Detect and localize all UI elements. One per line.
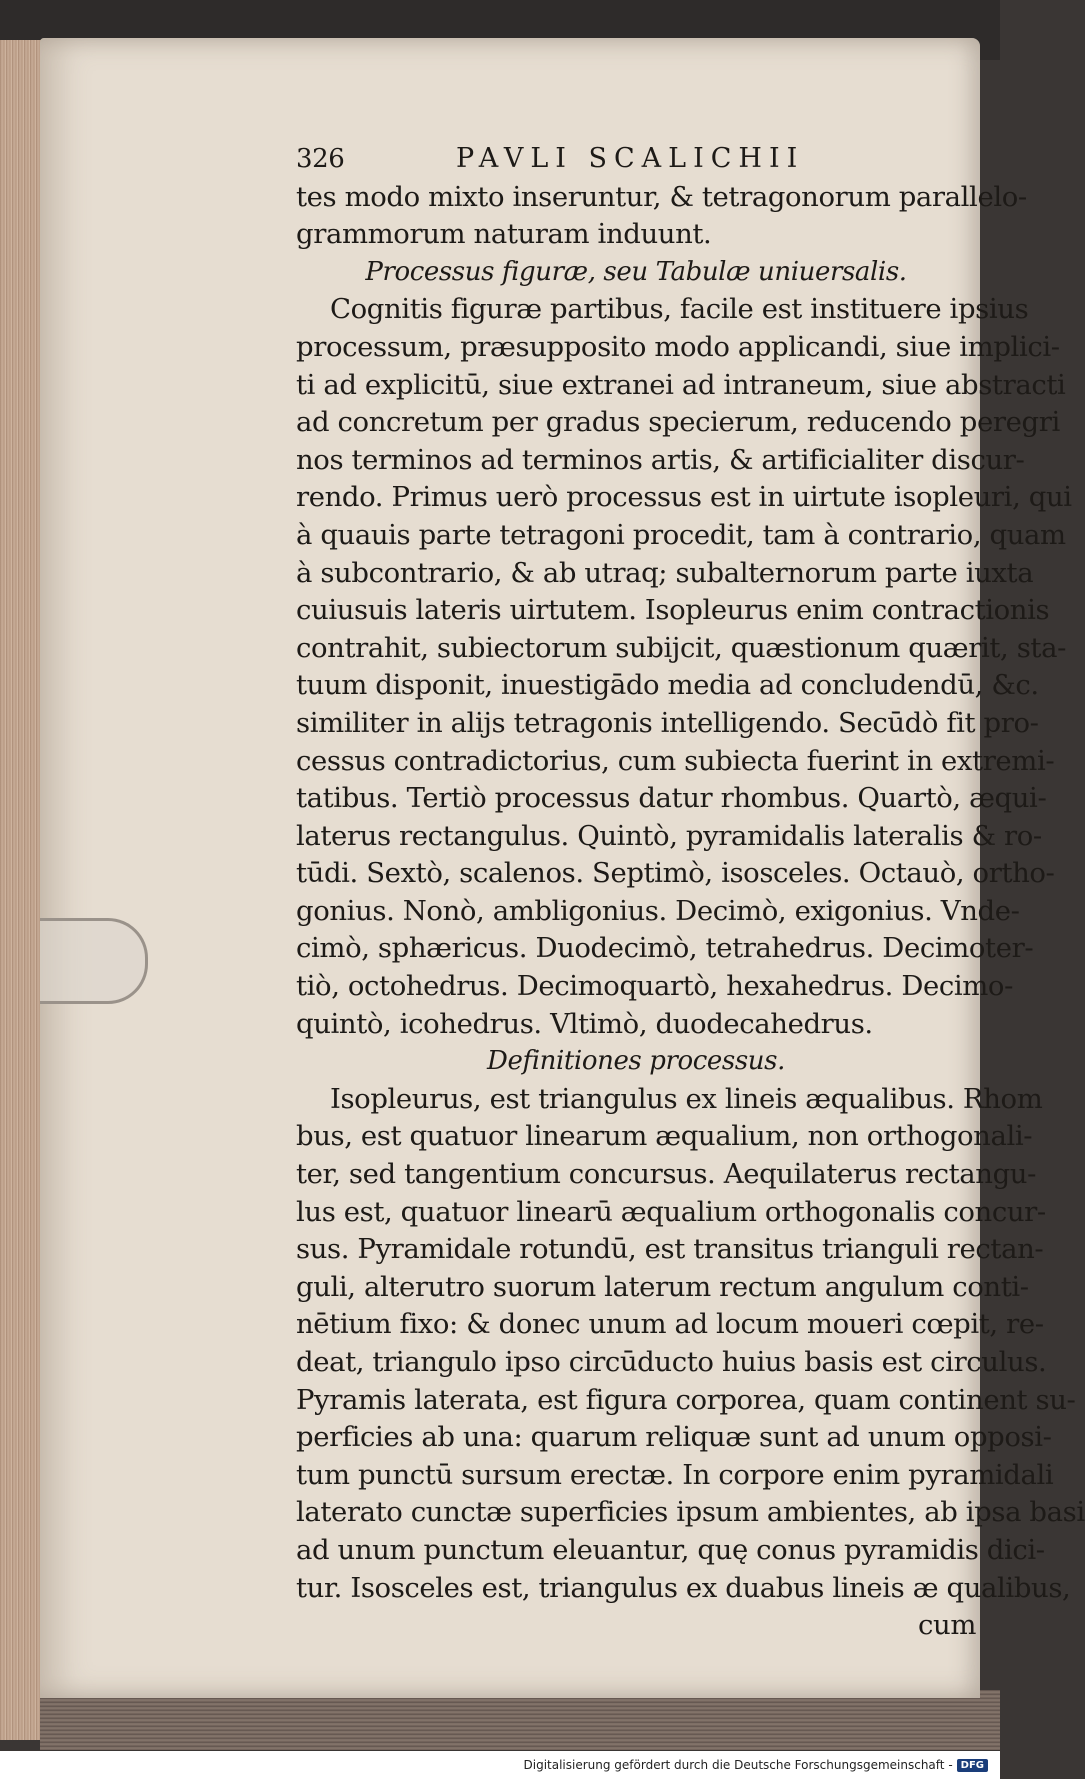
text-line: tiò, octohedrus. Decimoquartò, hexahedrus. Decimo- [296, 970, 1013, 1003]
book-bottom-edge [40, 1690, 1000, 1750]
text-line: perficies ab una: quarum reliquæ sunt ad unum opposi- [296, 1421, 1052, 1454]
text-line: deat, triangulo ipso circūducto huius basis est circulus. [296, 1346, 1047, 1378]
text-line: tum punctū sursum erectæ. In corpore enim pyramidali [296, 1458, 1054, 1491]
digitization-footer [0, 1751, 1000, 1779]
text-line: Isopleurus, est triangulus ex lineis æqualibus. Rhom [330, 1082, 1043, 1115]
paragraph-definitiones [296, 1081, 1085, 1607]
text-line: tes modo mixto inseruntur, & tetragonorum parallelo- [296, 180, 1027, 213]
text-line: à subcontrario, & ab utraq; subalternorum parte iuxta [296, 556, 1034, 589]
text-line: tur. Isosceles est, triangulus ex duabus lineis æ qualibus, [296, 1571, 1071, 1604]
text-line: cessus contradictorius, cum subiecta fuerint in extremi- [296, 744, 1055, 777]
page-number: 326 [296, 144, 345, 174]
intro-lines [296, 179, 1027, 254]
page-text-block [296, 140, 1085, 1645]
text-line: ter, sed tangentium concursus. Aequilaterus rectangu- [296, 1158, 1036, 1191]
text-line: tatibus. Tertiò processus datur rhombus. Quartò, æqui- [296, 782, 1047, 815]
dfg-logo: DFG [957, 1759, 988, 1772]
text-line: laterus rectangulus. Quintò, pyramidalis lateralis & ro- [296, 819, 1042, 852]
text-line: contrahit, subiectorum subijcit, quæstionum quærit, sta- [296, 631, 1066, 664]
text-line: Cognitis figuræ partibus, facile est instituere ipsius [330, 293, 1029, 326]
text-line: gonius. Nonò, ambligonius. Decimò, exigonius. Vnde- [296, 894, 1020, 927]
section-heading-processus: Processus figuræ, seu Tabulæ uniuersalis. [365, 256, 907, 287]
text-line: processum, præsupposito modo applicandi, siue implici- [296, 330, 1060, 363]
text-line: ti ad explicitū, siue extranei ad intraneum, siue abstracti [296, 368, 1066, 401]
section-heading-definitiones: Definitiones processus. [487, 1046, 785, 1077]
text-line: quintò, icohedrus. Vltimò, duodecahedrus. [296, 1007, 873, 1040]
text-line: tuum disponit, inuestigādo media ad concludendū, &c. [296, 669, 1039, 702]
text-line: laterato cunctæ superficies ipsum ambientes, ab ipsa basi [296, 1496, 1085, 1529]
text-line: Pyramis laterata, est figura corporea, quam continent su- [296, 1383, 1076, 1416]
running-title: PAVLI SCALICHII [456, 143, 805, 174]
text-line: nos terminos ad terminos artis, & artificialiter discur- [296, 443, 1025, 476]
text-line: cuiusuis lateris uirtutem. Isopleurus enim contractionis [296, 594, 1050, 627]
footer-text: Digitalisierung gefördert durch die Deutsche Forschungsgemeinschaft - [523, 1758, 953, 1772]
text-line: rendo. Primus uerò processus est in uirtute isopleuri, qui [296, 481, 1072, 514]
text-line: bus, est quatuor linearum æqualium, non orthogonali- [296, 1120, 1033, 1153]
text-line: nētium fixo: & donec unum ad locum moueri cœpit, re- [296, 1308, 1044, 1341]
paragraph-processus [296, 291, 1072, 1043]
text-line: à quauis parte tetragoni procedit, tam à contrario, quam [296, 518, 1066, 551]
text-line: lus est, quatuor linearū æqualium orthogonalis concur- [296, 1195, 1046, 1228]
text-line: ad unum punctum eleuantur, quę conus pyramidis dici- [296, 1533, 1045, 1566]
catchword: cum [918, 1609, 976, 1642]
text-line: sus. Pyramidale rotundū, est transitus trianguli rectan- [296, 1233, 1044, 1266]
page-clip [40, 918, 148, 1004]
text-line: grammorum naturam induunt. [296, 218, 712, 251]
running-head [296, 140, 976, 179]
text-line: guli, alterutro suorum laterum rectum angulum conti- [296, 1270, 1029, 1303]
text-line: similiter in alijs tetragonis intelligendo. Secūdò fit pro- [296, 706, 1039, 739]
text-line: tūdi. Sextò, scalenos. Septimò, isosceles. Octauò, ortho- [296, 857, 1055, 890]
text-line: ad concretum per gradus specierum, reducendo peregri [296, 406, 1060, 439]
text-line: cimò, sphæricus. Duodecimò, tetrahedrus. Decimoter- [296, 932, 1034, 965]
